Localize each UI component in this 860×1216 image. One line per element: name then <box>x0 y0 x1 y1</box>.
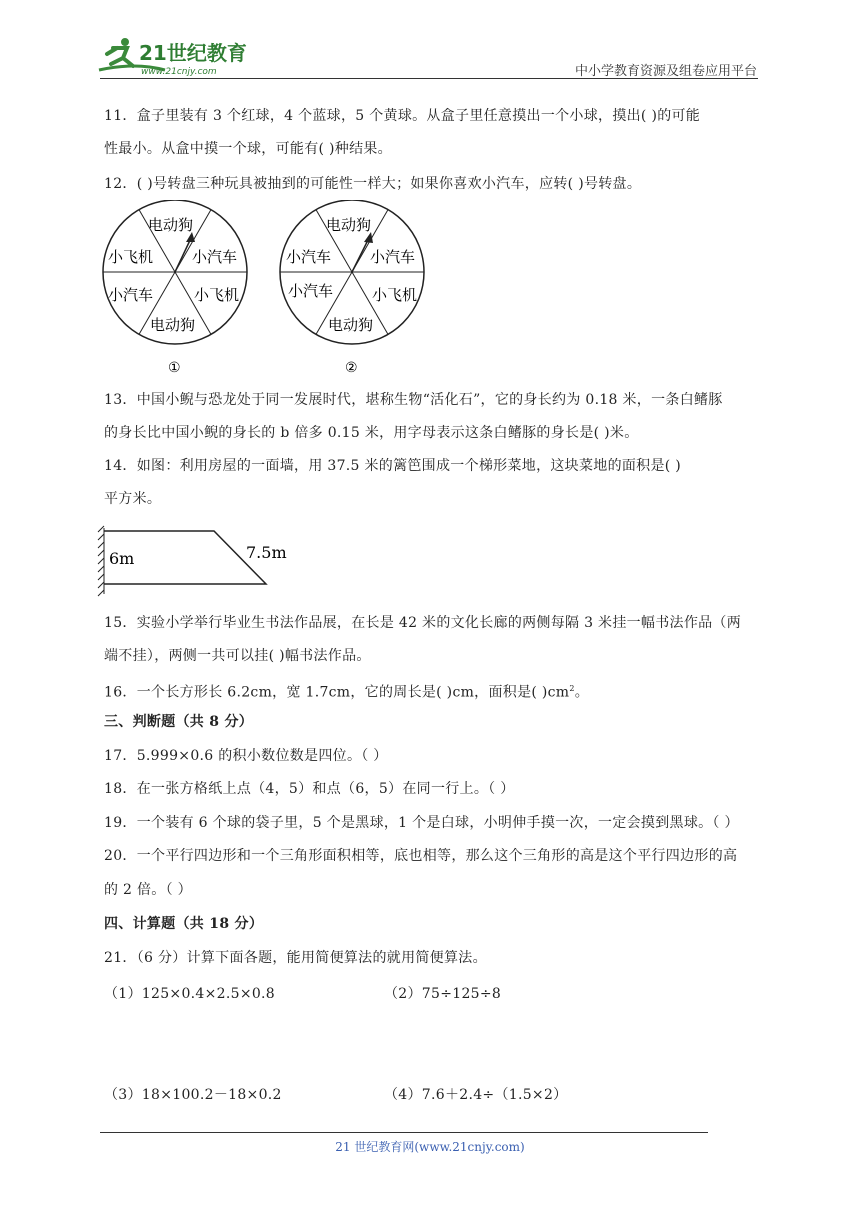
spinner-2-label: 电动狗 <box>326 216 372 234</box>
spinner-2-label: 小汽车 <box>286 248 332 266</box>
q16-superscript: 2 <box>569 684 575 693</box>
calc-2: （2）75÷125÷8 <box>384 986 502 1002</box>
spinner-1-label: 小飞机 <box>194 286 240 304</box>
spinner-2 <box>280 200 424 376</box>
q14-line1: 14．如图：利用房屋的一面墙，用 37.5 米的篱笆围成一个梯形菜地，这块菜地的面积是( ) <box>104 458 682 474</box>
spinner-2-label: 小汽车 <box>288 282 334 300</box>
trapezoid-left-label: 6m <box>109 549 135 568</box>
section-4-heading: 四、计算题（共 18 分） <box>104 916 264 932</box>
q14-line2: 平方米。 <box>104 491 162 507</box>
spinner-1-label: 电动狗 <box>148 216 194 234</box>
footer-text[interactable]: 21 世纪教育网(www.21cnjy.com) <box>335 1140 525 1154</box>
calc-4: （4）7.6＋2.4÷（1.5×2） <box>384 1087 568 1103</box>
spinner-1-label: 小汽车 <box>192 248 238 266</box>
q15-line1: 15．实验小学举行毕业生书法作品展，在长是 42 米的文化长廊的两侧每隔 3 米挂一幅书法作品（两 <box>104 615 742 631</box>
q18-line: 18．在一张方格纸上点（4，5）和点（6，5）在同一行上。（ ） <box>104 781 515 797</box>
wall-hatching <box>98 526 104 596</box>
spinner-figures <box>100 200 440 380</box>
section-3-heading: 三、判断题（共 8 分） <box>104 714 254 730</box>
q11-line1: 11．盒子里装有 3 个红球，4 个蓝球，5 个黄球。从盒子里任意摸出一个小球，摸出( )的可能 <box>104 108 701 124</box>
q20-line2: 的 2 倍。（ ） <box>104 882 192 898</box>
q19-line: 19．一个装有 6 个球的袋子里，5 个是黑球，1 个是白球，小明伸手摸一次，一定会摸到黑球。（ ） <box>104 815 739 831</box>
spinner-2-label: 小飞机 <box>372 286 418 304</box>
footer-divider <box>100 1132 708 1133</box>
site-logo <box>95 34 265 78</box>
logo-text: 21世纪教育 <box>139 41 247 65</box>
logo-url: www.21cnjy.com <box>141 67 217 77</box>
q16-line <box>104 679 589 703</box>
spinner-2-label: 小汽车 <box>370 248 416 266</box>
q17-line: 17．5.999×0.6 的积小数位数是四位。（ ） <box>104 748 388 764</box>
q12-line: 12．( )号转盘三种玩具被抽到的可能性一样大；如果你喜欢小汽车，应转( )号转盘。 <box>104 176 642 192</box>
q15-line2: 端不挂），两侧一共可以挂( )幅书法作品。 <box>104 648 371 664</box>
q16-text: 16．一个长方形长 6.2cm，宽 1.7cm，它的周长是( )cm，面积是( )cm <box>104 684 570 701</box>
trapezoid-figure <box>96 518 296 598</box>
spinner-1-label: 小汽车 <box>108 286 154 304</box>
calc-3: （3）18×100.2－18×0.2 <box>104 1087 282 1103</box>
header-platform-text: 中小学教育资源及组卷应用平台 <box>574 64 757 79</box>
q16-end: 。 <box>574 684 590 701</box>
spinner-1 <box>103 200 247 376</box>
q11-line2: 性最小。从盒中摸一个球，可能有( )种结果。 <box>104 141 392 157</box>
q13-line1: 13．中国小鲵与恐龙处于同一发展时代，堪称生物“活化石”，它的身长约为 0.18 米，一条白鳍豚 <box>104 392 723 408</box>
spinner-1-label: 小飞机 <box>108 248 154 266</box>
q13-line2: 的身长比中国小鲵的身长的 b 倍多 0.15 米，用字母表示这条白鳍豚的身长是( )米。 <box>104 425 639 441</box>
q20-line1: 20．一个平行四边形和一个三角形面积相等，底也相等，那么这个三角形的高是这个平行四边形的高 <box>104 848 738 864</box>
spinner-1-label: 电动狗 <box>150 316 196 334</box>
calc-1: （1）125×0.4×2.5×0.8 <box>104 986 276 1002</box>
q21-line: 21．（6 分）计算下面各题，能用简便算法的就用简便算法。 <box>104 950 487 966</box>
spinner-2-caption: ② <box>345 360 358 376</box>
header-divider <box>100 78 758 79</box>
spinner-2-label: 电动狗 <box>328 316 374 334</box>
trapezoid-slant-label: 7.5m <box>246 543 287 562</box>
spinner-1-caption: ① <box>168 360 181 376</box>
